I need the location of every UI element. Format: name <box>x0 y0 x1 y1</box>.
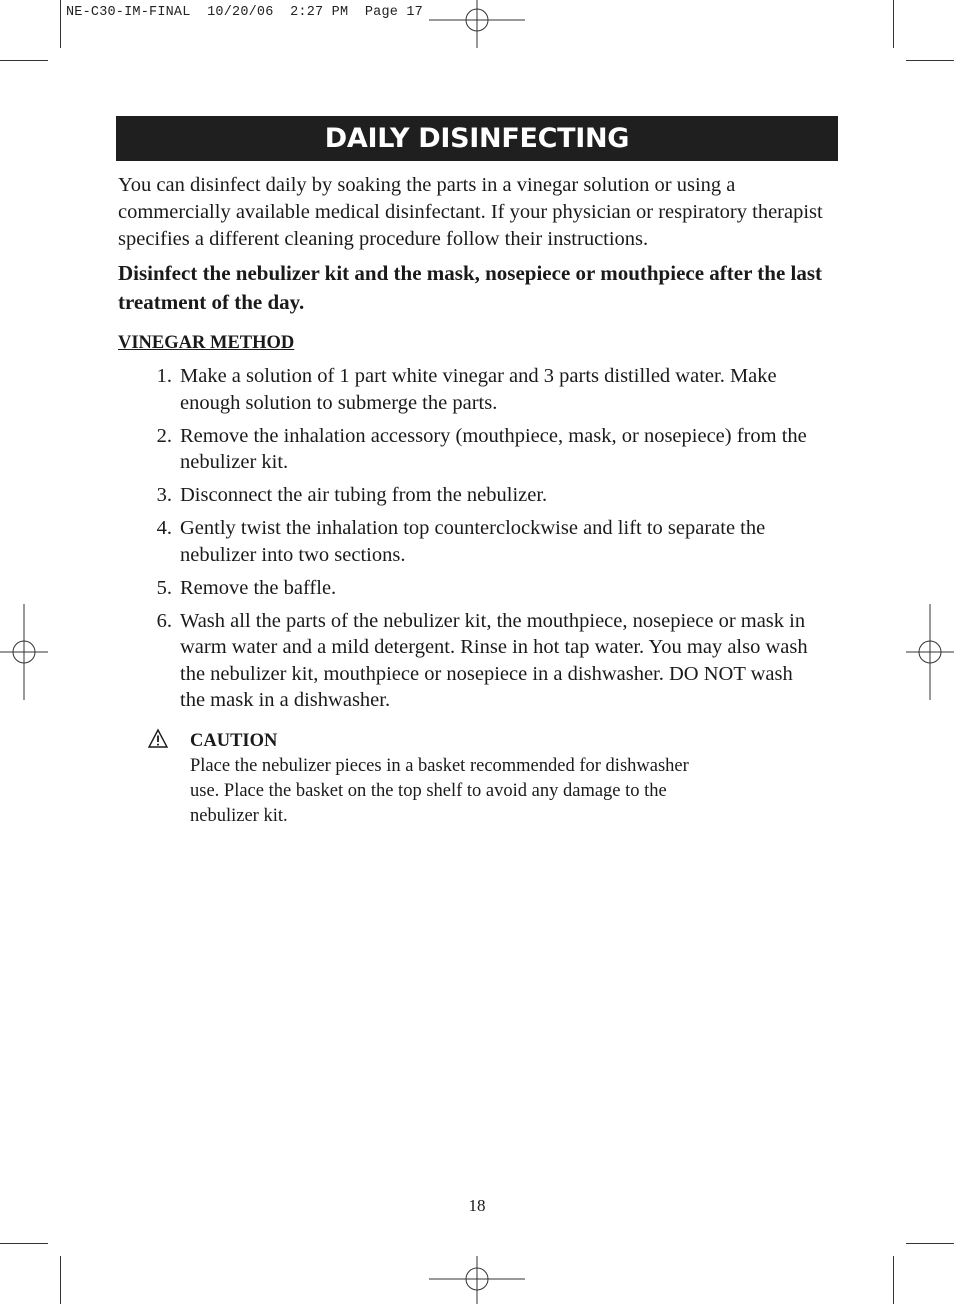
registration-mark-icon <box>429 0 525 48</box>
page-title-banner <box>116 116 838 161</box>
caution-text: Place the nebulizer pieces in a basket recommended for dishwasher use. Place the basket on the top shelf to avoid any damage to the nebulizer kit. <box>190 756 689 826</box>
caution-body <box>190 728 710 829</box>
crop-mark <box>0 60 48 61</box>
warning-triangle-icon <box>146 728 190 752</box>
crop-mark <box>60 0 61 48</box>
crop-mark <box>906 60 954 61</box>
caution-title: CAUTION <box>190 731 278 751</box>
registration-mark-icon <box>429 1256 525 1304</box>
step-text: Gently twist the inhalation top counterclockwise and lift to separate the nebulizer into two sections. <box>180 517 766 566</box>
step-number: 1. <box>156 365 172 387</box>
step-text: Make a solution of 1 part white vinegar and 3 parts distilled water. Make enough solution to submerge the parts. <box>180 365 777 414</box>
step-text: Wash all the parts of the nebulizer kit, the mouthpiece, nosepiece or mask in warm water and a mild detergent. Rinse in hot tap water. You may also wash the nebulizer kit, mouthpiece or nosepiece in a dishwasher. DO NOT wash the mask in a dishwasher. <box>180 609 808 711</box>
list-item <box>118 575 838 602</box>
step-number: 2. <box>156 424 172 447</box>
step-number: 3. <box>156 484 172 506</box>
step-number: 4. <box>156 517 172 539</box>
step-number: 5. <box>156 576 172 599</box>
main-content <box>118 172 838 720</box>
page-title: DAILY DISINFECTING <box>324 123 630 154</box>
caution-block <box>146 728 710 829</box>
steps-list <box>118 363 838 714</box>
section-heading: VINEGAR METHOD <box>118 333 295 353</box>
page-number: 18 <box>468 1196 486 1215</box>
registration-mark-icon <box>906 604 954 700</box>
list-item <box>118 515 838 568</box>
emphasis-paragraph: Disinfect the nebulizer kit and the mask, nosepiece or mouthpiece after the last treatment of the day. <box>118 261 823 314</box>
list-item <box>118 423 838 476</box>
printer-slug: NE-C30-IM-FINAL 10/20/06 2:27 PM Page 17 <box>66 5 423 20</box>
crop-mark <box>893 1256 894 1304</box>
crop-mark <box>60 1256 61 1304</box>
registration-mark-icon <box>0 604 48 700</box>
step-text: Disconnect the air tubing from the nebulizer. <box>180 484 548 506</box>
step-text: Remove the baffle. <box>180 576 337 599</box>
step-number: 6. <box>156 609 172 632</box>
list-item <box>118 482 838 509</box>
crop-mark <box>906 1243 954 1244</box>
list-item <box>118 608 838 714</box>
step-text: Remove the inhalation accessory (mouthpiece, mask, or nosepiece) from the nebulizer kit. <box>180 424 807 473</box>
intro-paragraph: You can disinfect daily by soaking the parts in a vinegar solution or using a commercially available medical disinfectant. If your physician or respiratory therapist specifies a different cleaning procedure follow their instructions. <box>118 174 823 250</box>
crop-mark <box>893 0 894 48</box>
crop-mark <box>0 1243 48 1244</box>
list-item <box>118 363 838 416</box>
